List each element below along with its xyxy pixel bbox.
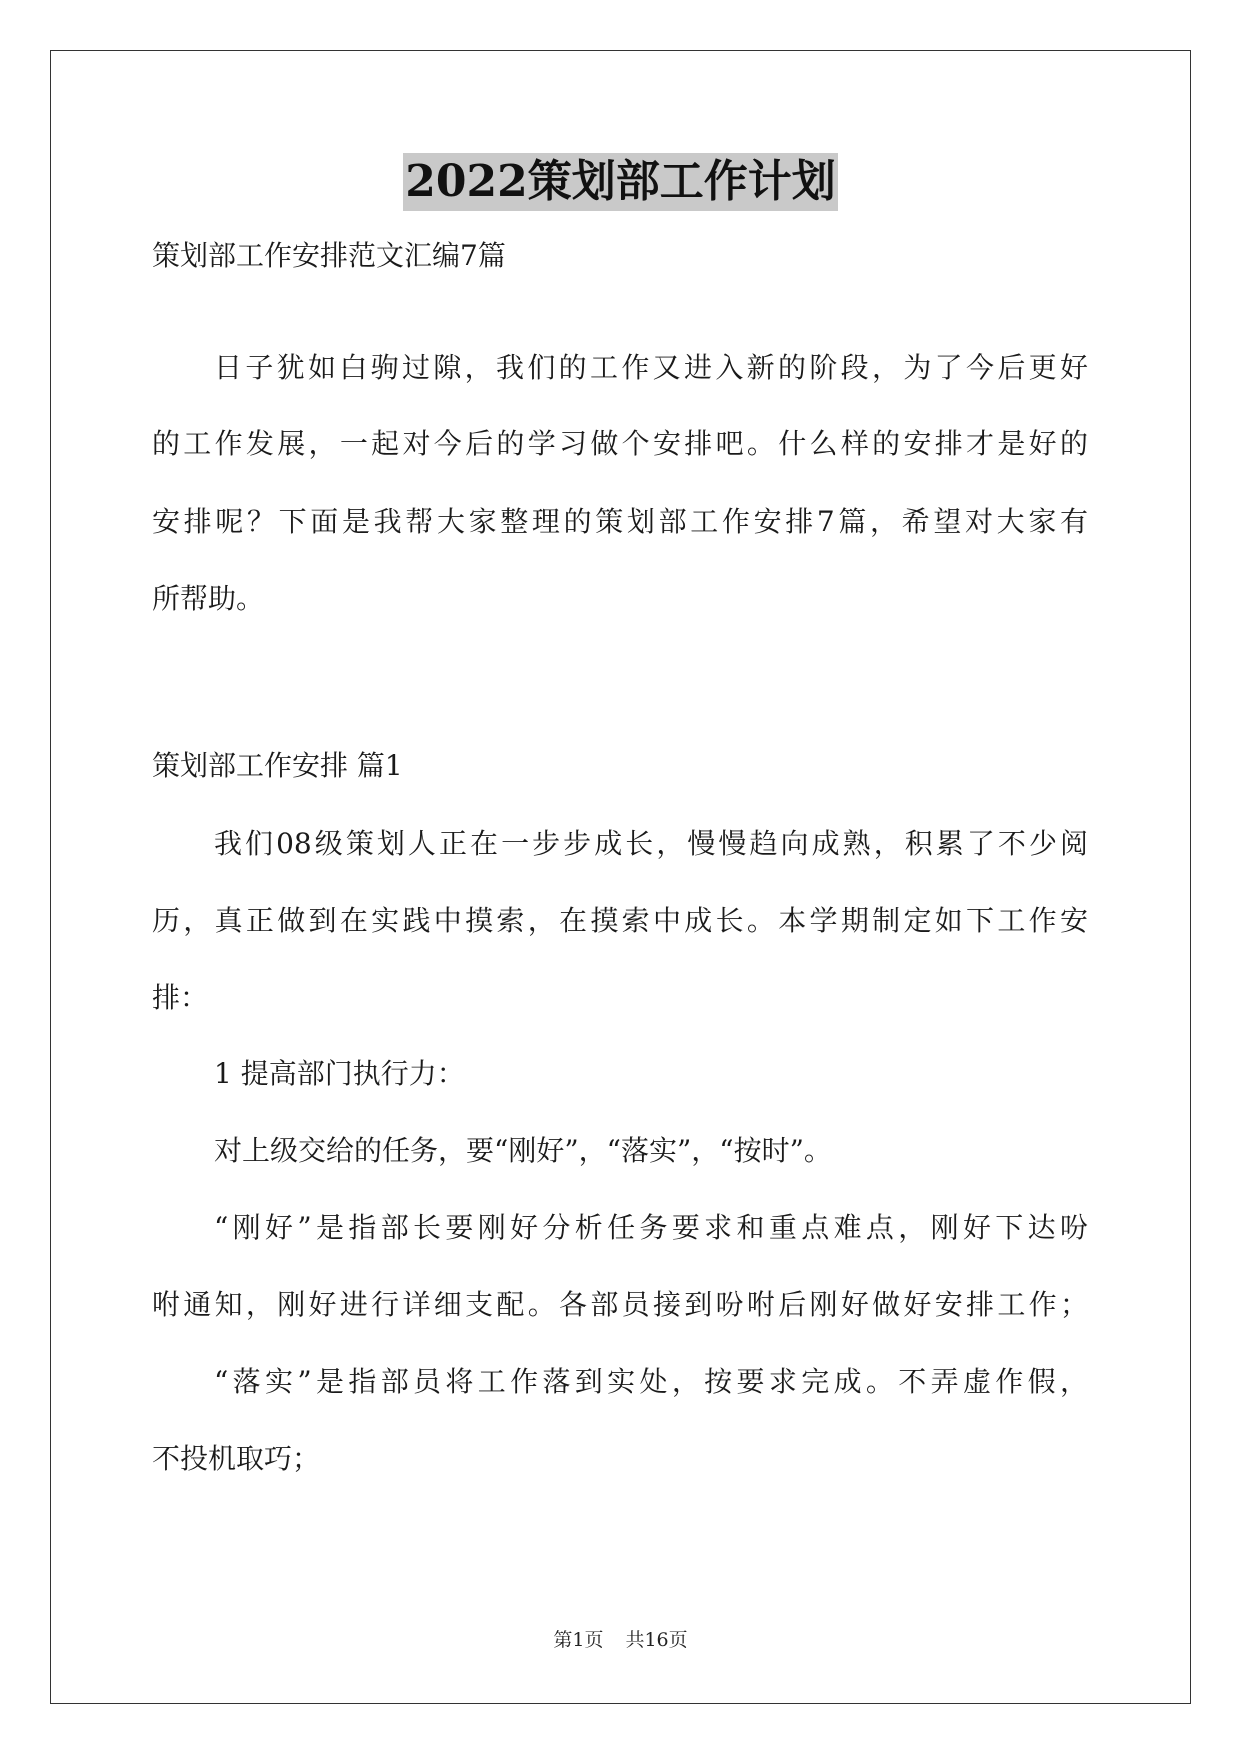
intro-line-3: 安排呢？下面是我帮大家整理的策划部工作安排7篇，希望对大家有 bbox=[152, 505, 1088, 538]
page-footer bbox=[0, 1627, 1241, 1653]
subtitle-line: 策划部工作安排范文汇编7篇 bbox=[152, 239, 506, 272]
section-heading: 策划部工作安排 篇1 bbox=[152, 749, 403, 782]
page-number: 第1页 bbox=[553, 1629, 604, 1651]
page-total: 共16页 bbox=[625, 1629, 688, 1651]
luo-shi-line-2: 不投机取巧； bbox=[152, 1442, 321, 1475]
item-para-line: 对上级交给的任务，要“刚好”，“落实”，“按时”。 bbox=[214, 1134, 832, 1167]
section-para-line-1: 我们08级策划人正在一步步成长，慢慢趋向成熟，积累了不少阅 bbox=[214, 827, 1088, 860]
item-heading: 1 提高部门执行力： bbox=[214, 1057, 465, 1090]
intro-line-2: 的工作发展，一起对今后的学习做个安排吧。什么样的安排才是好的 bbox=[152, 427, 1088, 460]
gang-hao-line-2: 咐通知，刚好进行详细支配。各部员接到吩咐后刚好做好安排工作； bbox=[152, 1288, 1088, 1321]
intro-line-4: 所帮助。 bbox=[152, 582, 265, 615]
luo-shi-line-1: “落实”是指部员将工作落到实处，按要求完成。不弄虚作假， bbox=[214, 1365, 1088, 1398]
title-container bbox=[0, 153, 1241, 211]
intro-line-1: 日子犹如白驹过隙，我们的工作又进入新的阶段，为了今后更好 bbox=[214, 351, 1088, 384]
gang-hao-line-1: “刚好”是指部长要刚好分析任务要求和重点难点，刚好下达吩 bbox=[214, 1211, 1088, 1244]
section-para-line-2: 历，真正做到在实践中摸索，在摸索中成长。本学期制定如下工作安 bbox=[152, 904, 1088, 937]
document-title: 2022策划部工作计划 bbox=[403, 153, 837, 211]
section-para-line-3: 排： bbox=[152, 981, 209, 1014]
